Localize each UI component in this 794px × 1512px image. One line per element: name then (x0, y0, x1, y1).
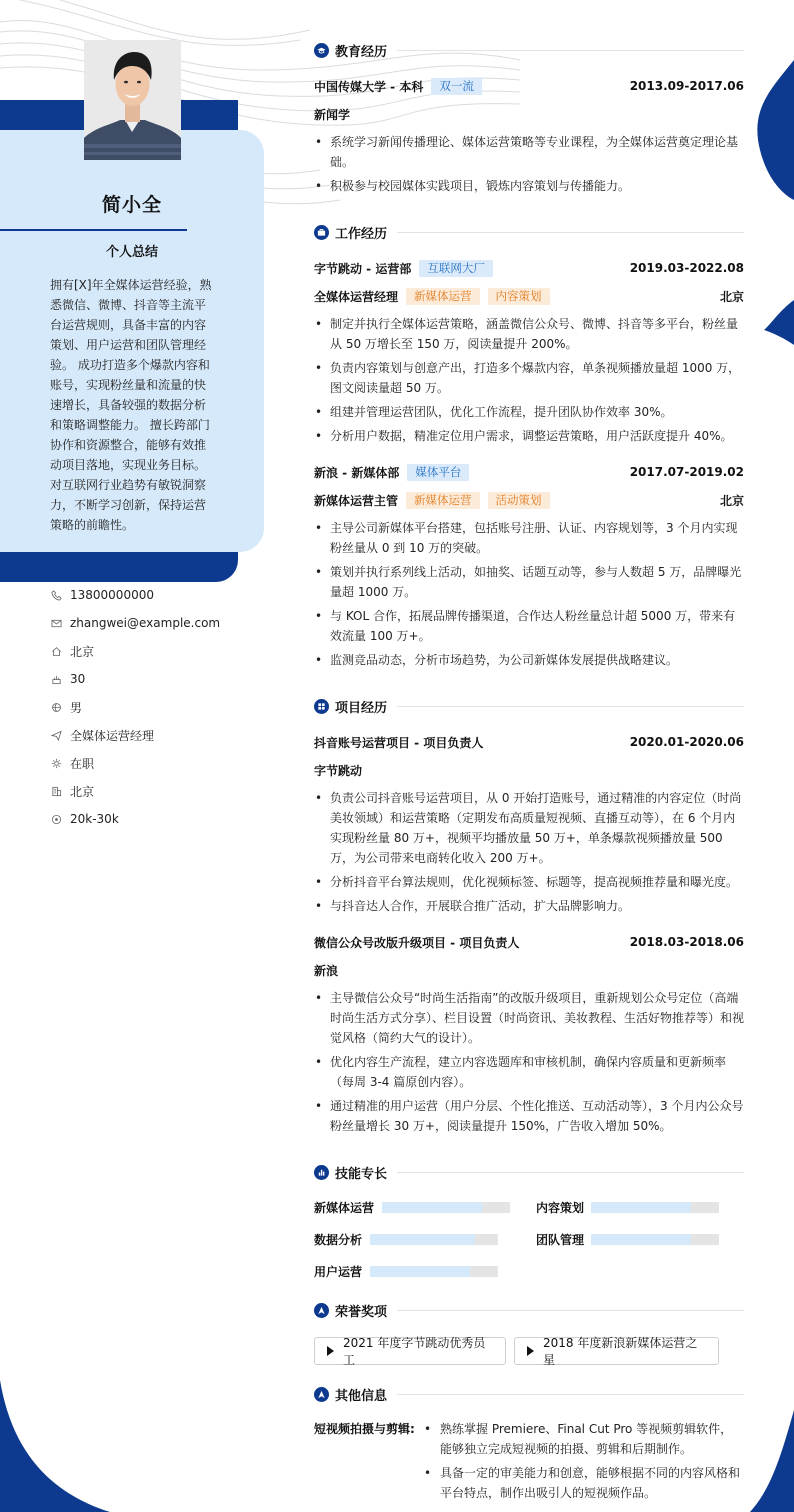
list-item: • 组建并管理运营团队，优化工作流程，提升团队协作效率 30%。 (314, 402, 744, 422)
job-2-company-row (314, 463, 744, 481)
project-date: 2020.01-2020.06 (629, 735, 744, 749)
company-tag: 互联网大厂 (419, 260, 493, 277)
section-rule (397, 1394, 744, 1395)
summary-title: 个人总结 (105, 245, 158, 260)
list-item: • 主导微信公众号“时尚生活指南”的改版升级项目，重新规划公众号定位（高端时尚生活方式分享）、栏目设置（时尚资讯、美妆教程、生活好物推荐等）和视觉风格（简约大气的设计）。 (314, 988, 744, 1048)
list-item: • 分析抖音平台算法规则，优化视频标签、标题等，提高视频推荐量和曝光度。 (314, 872, 744, 892)
job-1-bullets (314, 314, 744, 450)
list-item: • 负责公司抖音账号运营项目，从 0 开始打造账号，通过精准的内容定位（时尚美妆领域）和运营策略（定期发布高质量短视频、直播互动等），在 6 个月内实现粉丝量 80 万+，视频平均播放量 50 万+，单条爆款视频播放量 500 万，为公司带来电商转化收入 200 万+。 (314, 788, 744, 868)
list-item: • 负责内容策划与创意产出，打造多个爆款内容，单条视频播放量超 1000 万，图文阅读量超 50 万。 (314, 358, 744, 398)
job-location: 北京 (719, 289, 744, 304)
award-badge: 2021 年度字节跳动优秀员工 (314, 1337, 506, 1365)
work-title: 工作经历 (335, 226, 388, 242)
skills-section-header (314, 1162, 744, 1182)
skill-bar-fill (370, 1266, 470, 1277)
education-section-header (314, 40, 744, 60)
awards-section-header (314, 1300, 744, 1320)
profile-name: 简小全 (101, 194, 162, 216)
list-item: • 与 KOL 合作，拓展品牌传播渠道，合作达人粉丝量总计超 5000 万，带来有效流量 100 万+。 (314, 606, 744, 646)
gender-icon (50, 701, 62, 713)
job-2-role-row (314, 491, 744, 509)
info-position: 全媒体运营经理 (50, 721, 250, 749)
job-role: 全媒体运营经理 (314, 289, 399, 304)
info-city: 北京 (50, 637, 250, 665)
education-title: 教育经历 (335, 44, 388, 60)
phone-icon (50, 589, 62, 601)
project-org: 新浪 (314, 963, 339, 978)
skill-bar (382, 1202, 510, 1213)
list-item: • 策划并执行系列线上活动，如抽奖、话题互动等，参与人数超 5 万，品牌曝光量超 1000 万。 (314, 562, 744, 602)
briefcase-icon (314, 225, 329, 240)
name-underline (0, 229, 187, 231)
info-status: 在职 (50, 749, 250, 777)
info-age: 30 (50, 665, 250, 693)
company-tag: 媒体平台 (407, 464, 469, 481)
project-1-bullets (314, 788, 744, 920)
list-item: • 与抖音达人合作，开展联合推广活动，扩大品牌影响力。 (314, 896, 744, 916)
job-1-role-row (314, 287, 744, 305)
skill-item: 内容策划 (536, 1199, 744, 1215)
skill-item: 数据分析 (314, 1231, 514, 1247)
project-1-org-row (314, 761, 744, 779)
skill-item: 用户运营 (314, 1263, 514, 1279)
status-icon (50, 757, 62, 769)
mail-icon (50, 617, 62, 629)
project-1-row (314, 733, 744, 751)
list-item: • 监测竞品动态，分析市场趋势，为公司新媒体发展提供战略建议。 (314, 650, 744, 670)
skill-item: 新媒体运营 (314, 1199, 514, 1215)
role-tag: 新媒体运营 (406, 492, 480, 509)
building-icon (50, 785, 62, 797)
other-label: 短视频拍摄与剪辑: (314, 1422, 415, 1436)
grid-icon (314, 699, 329, 714)
list-item: • 具备一定的审美能力和创意，能够根据不同的内容风格和平台特点，制作出吸引人的短视频作品。 (422, 1463, 744, 1503)
list-item: • 熟练掌握 Premiere、Final Cut Pro 等视频剪辑软件，能够独立完成短视频的拍摄、剪辑和后期制作。 (422, 1419, 744, 1459)
awards-title: 荣誉奖项 (335, 1304, 388, 1320)
skills-title: 技能专长 (335, 1166, 388, 1182)
role-tag: 新媒体运营 (406, 288, 480, 305)
info-email: zhangwei@example.com (50, 609, 250, 637)
list-item: • 系统学习新闻传播理论、媒体运营策略等专业课程，为全媒体运营奠定理论基础。 (314, 132, 744, 172)
award-icon (314, 1387, 329, 1402)
profile-photo (84, 40, 181, 160)
job-2-bullets (314, 518, 744, 674)
job-date: 2019.03-2022.08 (629, 261, 744, 275)
role-tag: 内容策划 (488, 288, 550, 305)
job-role: 新媒体运营主管 (314, 493, 399, 508)
play-triangle-icon (527, 1346, 534, 1356)
major: 新闻学 (314, 107, 351, 122)
info-work-city: 北京 (50, 777, 250, 805)
info-phone: 13800000000 (50, 581, 250, 609)
list-item: • 积极参与校园媒体实践项目，锻炼内容策划与传播能力。 (314, 176, 744, 196)
skill-bar (591, 1234, 719, 1245)
home-icon (50, 645, 62, 657)
summary-text: 拥有[X]年全媒体运营经验，熟悉微信、微博、抖音等主流平台运营规则，具备丰富的内容策划、用户运营和团队管理经验。 成功打造多个爆款内容和账号，实现粉丝量和流量的快速增长，具备较强的数据分析和策略调整能力。 擅长跨部门协作和资源整合，能够有效推动项目落地，实现业务目标。 对互联网行业趋势有敏锐洞察力，不断学习创新，保持运营策略的前瞻性。 (50, 278, 212, 532)
education-row (314, 77, 744, 95)
projects-section-header (314, 696, 744, 716)
other-bullets (422, 1419, 744, 1507)
info-gender: 男 (50, 693, 250, 721)
graduation-cap-icon (314, 43, 329, 58)
section-rule (397, 1172, 744, 1173)
section-rule (397, 50, 744, 51)
job-company: 字节跳动 - 运营部 (314, 261, 412, 276)
other-section-header (314, 1384, 744, 1404)
salary-icon (50, 813, 62, 825)
education-date: 2013.09-2017.06 (629, 79, 744, 93)
school-name: 中国传媒大学 - 本科 (314, 79, 424, 94)
major-row (314, 105, 744, 123)
section-rule (397, 232, 744, 233)
award-icon (314, 1303, 329, 1318)
cake-icon (50, 673, 62, 685)
job-location: 北京 (719, 493, 744, 508)
skill-item: 团队管理 (536, 1231, 744, 1247)
info-salary: 20k-30k (50, 805, 250, 833)
section-rule (397, 1310, 744, 1311)
skill-bar-fill (370, 1234, 475, 1245)
work-section-header (314, 222, 744, 242)
job-company: 新浪 - 新媒体部 (314, 465, 400, 480)
school-tag: 双一流 (431, 78, 482, 95)
skill-bar (591, 1202, 719, 1213)
project-2-org-row (314, 961, 744, 979)
project-name: 微信公众号改版升级项目 - 项目负责人 (314, 935, 520, 950)
project-name: 抖音账号运营项目 - 项目负责人 (314, 735, 484, 750)
list-item: • 制定并执行全媒体运营策略，涵盖微信公众号、微博、抖音等多平台，粉丝量从 50 万增长至 150 万，阅读量提升 200%。 (314, 314, 744, 354)
list-item: • 优化内容生产流程，建立内容选题库和审核机制，确保内容质量和更新频率（每周 3-4 篇原创内容）。 (314, 1052, 744, 1092)
skill-bar-fill (591, 1202, 691, 1213)
bar-chart-icon (314, 1165, 329, 1180)
contact-info-list (50, 581, 250, 833)
award-badge: 2018 年度新浪新媒体运营之星 (514, 1337, 719, 1365)
education-bullets (314, 132, 744, 200)
role-tag: 活动策划 (488, 492, 550, 509)
skill-bar-fill (382, 1202, 482, 1213)
skill-bar (370, 1266, 498, 1277)
other-title: 其他信息 (335, 1388, 388, 1404)
play-triangle-icon (327, 1346, 334, 1356)
projects-title: 项目经历 (335, 700, 388, 716)
project-date: 2018.03-2018.06 (629, 935, 744, 949)
skill-bar-fill (591, 1234, 691, 1245)
list-item: • 主导公司新媒体平台搭建，包括账号注册、认证、内容规划等，3 个月内实现粉丝量从 0 到 10 万的突破。 (314, 518, 744, 558)
job-date: 2017.07-2019.02 (629, 465, 744, 479)
skill-bar (370, 1234, 498, 1245)
project-2-bullets (314, 988, 744, 1140)
send-icon (50, 729, 62, 741)
job-1-company-row (314, 259, 744, 277)
section-rule (397, 706, 744, 707)
project-org: 字节跳动 (314, 763, 363, 778)
list-item: • 通过精准的用户运营（用户分层、个性化推送、互动活动等），3 个月内公众号粉丝量增长 30 万+，阅读量提升 150%，广告收入增加 50%。 (314, 1096, 744, 1136)
list-item: • 分析用户数据，精准定位用户需求，调整运营策略，用户活跃度提升 40%。 (314, 426, 744, 446)
project-2-row (314, 933, 744, 951)
